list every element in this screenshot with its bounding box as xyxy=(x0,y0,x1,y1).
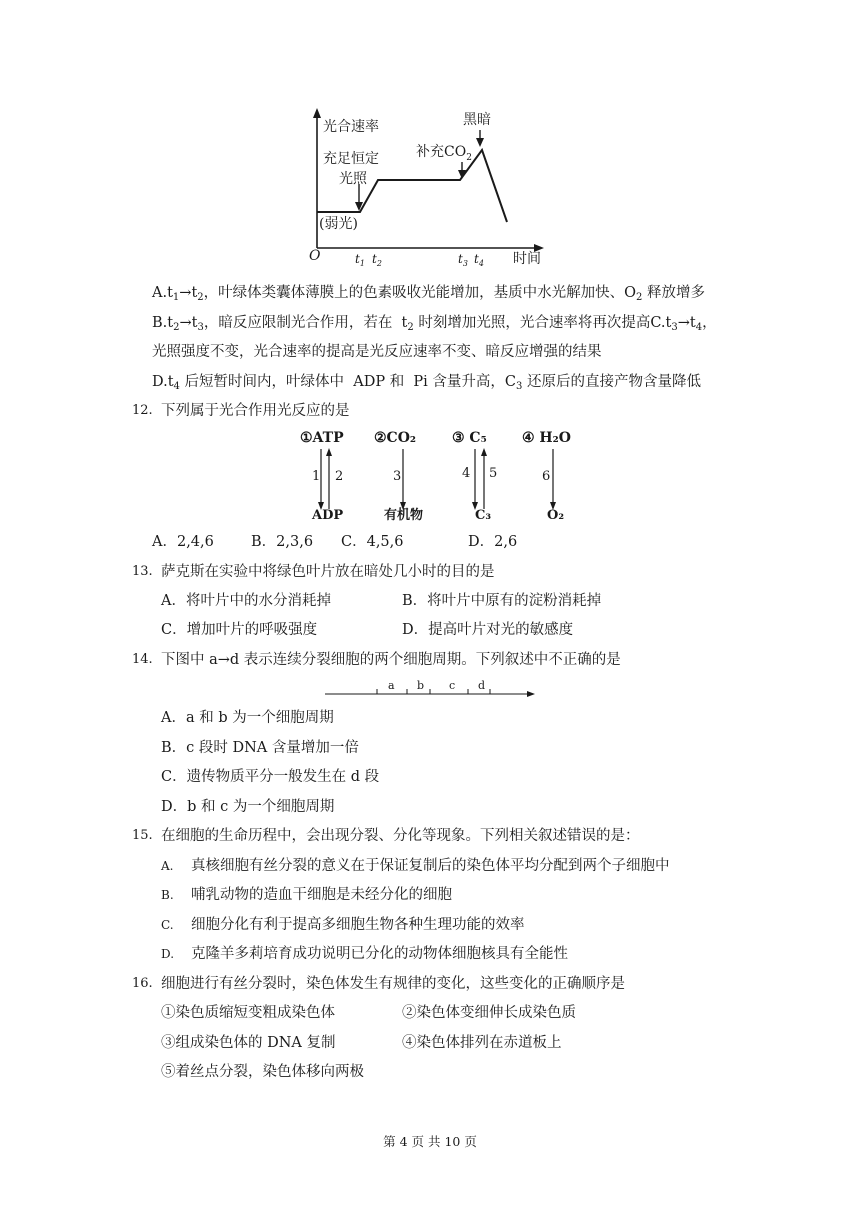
q13-number: 13. xyxy=(132,564,153,579)
q16-item-3: ③组成染色体的 DNA 复制 xyxy=(161,1035,336,1051)
strong-light-label-2: 光照 xyxy=(339,171,367,187)
segment-b: b xyxy=(417,679,425,692)
strong-light-label-1: 充足恒定 xyxy=(323,151,379,167)
diagram-o2: O₂ xyxy=(547,508,565,523)
svg-text:2: 2 xyxy=(335,469,344,484)
q11-option-c-cont: 光照强度不变，光合速率的提高是光反应速率不变、暗反应增强的结果 xyxy=(152,344,602,360)
q13-stem: 萨克斯在实验中将绿色叶片放在暗处几小时的目的是 xyxy=(161,564,495,580)
q11-option-d: $D.t_4$ 后短暂时间内，叶绿体中 ADP 和 Pi 含量升高，$C_3$ 还原后的直接产物含量降低 xyxy=(152,374,702,392)
q13-option-c: C．增加叶片的呼吸强度 xyxy=(161,622,318,638)
q12-option-c: C．4,5,6 xyxy=(341,534,404,550)
q13-option-a: A．将叶片中的水分消耗掉 xyxy=(161,593,331,609)
q16-item-1: ①染色质缩短变粗成染色体 xyxy=(161,1005,335,1021)
segment-d: d xyxy=(478,679,486,692)
q14-option-a: A．a 和 b 为一个细胞周期 xyxy=(161,710,334,726)
diagram-c5: ③ C₅ xyxy=(452,430,487,446)
svg-text:5: 5 xyxy=(489,466,498,481)
q16-number: 16. xyxy=(132,976,153,991)
svg-text:4: 4 xyxy=(462,466,471,481)
diagram-adp: ADP xyxy=(312,508,344,523)
q14-option-b: B．c 段时 DNA 含量增加一倍 xyxy=(161,740,359,756)
q15-number: 15. xyxy=(132,828,153,843)
dark-label: 黑暗 xyxy=(463,112,491,128)
y-axis-label: 光合速率 xyxy=(323,119,379,135)
q14-option-d: D．b 和 c 为一个细胞周期 xyxy=(161,799,335,815)
light-reaction-diagram xyxy=(300,425,590,525)
add-co2-label: 补充$CO_2$ xyxy=(416,144,472,163)
q12-option-b: B．2,3,6 xyxy=(251,534,314,550)
q12-stem: 下列属于光合作用光反应的是 xyxy=(161,403,350,419)
x-axis-label: 时间 xyxy=(513,251,541,267)
q12-option-d: D．2,6 xyxy=(468,534,518,550)
q11-option-b: $B.t_2\to t_3$，暗反应限制光合作用，若在 $t_2$ 时刻增加光照，光合速率将再次提高$C.t_3\to t_4$， xyxy=(152,315,717,333)
q15-option-c: C. 细胞分化有利于提高多细胞生物各种生理功能的效率 xyxy=(161,917,525,933)
photosynthesis-rate-graph xyxy=(300,108,560,270)
cell-cycle-line xyxy=(325,678,537,700)
q11-option-a: $A.t_1\to t_2$，叶绿体类囊体薄膜上的色素吸收光能增加，基质中水光解加快、$O_2$ 释放增多 xyxy=(152,285,706,303)
q15-option-b: B. 哺乳动物的造血干细胞是未经分化的细胞 xyxy=(161,887,452,903)
q14-option-c: C．遗传物质平分一般发生在 d 段 xyxy=(161,769,380,785)
q13-option-d: D．提高叶片对光的敏感度 xyxy=(402,622,574,638)
q13-option-b: B．将叶片中原有的淀粉消耗掉 xyxy=(402,593,602,609)
q16-item-5: ⑤着丝点分裂，染色体移向两极 xyxy=(161,1064,364,1080)
tick-t4: $t_4$ xyxy=(474,252,484,268)
q12-number: 12. xyxy=(132,403,153,418)
q16-item-2: ②染色体变细伸长成染色质 xyxy=(402,1005,576,1021)
diagram-atp: ①ATP xyxy=(300,430,344,446)
tick-t3: $t_3$ xyxy=(458,252,468,268)
svg-text:1: 1 xyxy=(312,469,321,484)
q15-stem: 在细胞的生命历程中，会出现分裂、分化等现象。下列相关叙述错误的是： xyxy=(161,828,640,844)
svg-text:3: 3 xyxy=(393,469,402,484)
segment-a: a xyxy=(388,679,395,692)
svg-text:6: 6 xyxy=(542,469,551,484)
q15-option-a: A. 真核细胞有丝分裂的意义在于保证复制后的染色体平均分配到两个子细胞中 xyxy=(161,858,670,874)
segment-c: c xyxy=(449,679,456,692)
diagram-c3: C₃ xyxy=(475,508,492,523)
weak-light-label: (弱光) xyxy=(319,216,358,232)
q15-option-d: D. 克隆羊多莉培育成功说明已分化的动物体细胞核具有全能性 xyxy=(161,946,568,962)
tick-t2: $t_2$ xyxy=(372,252,382,268)
page-footer: 第 4 页 共 10 页 xyxy=(383,1134,477,1149)
q12-option-a: A．2,4,6 xyxy=(152,534,214,550)
q16-stem: 细胞进行有丝分裂时，染色体发生有规律的变化，这些变化的正确顺序是 xyxy=(161,976,625,992)
q14-number: 14. xyxy=(132,652,153,667)
q14-stem: 下图中 a→d 表示连续分裂细胞的两个细胞周期。下列叙述中不正确的是 xyxy=(161,652,621,668)
diagram-organics: 有机物 xyxy=(384,508,424,523)
diagram-co2: ②CO₂ xyxy=(374,430,417,446)
diagram-h2o: ④ H₂O xyxy=(522,430,571,446)
q16-item-4: ④染色体排列在赤道板上 xyxy=(402,1035,562,1051)
tick-t1: $t_1$ xyxy=(355,252,365,268)
origin-label: O xyxy=(309,248,321,264)
